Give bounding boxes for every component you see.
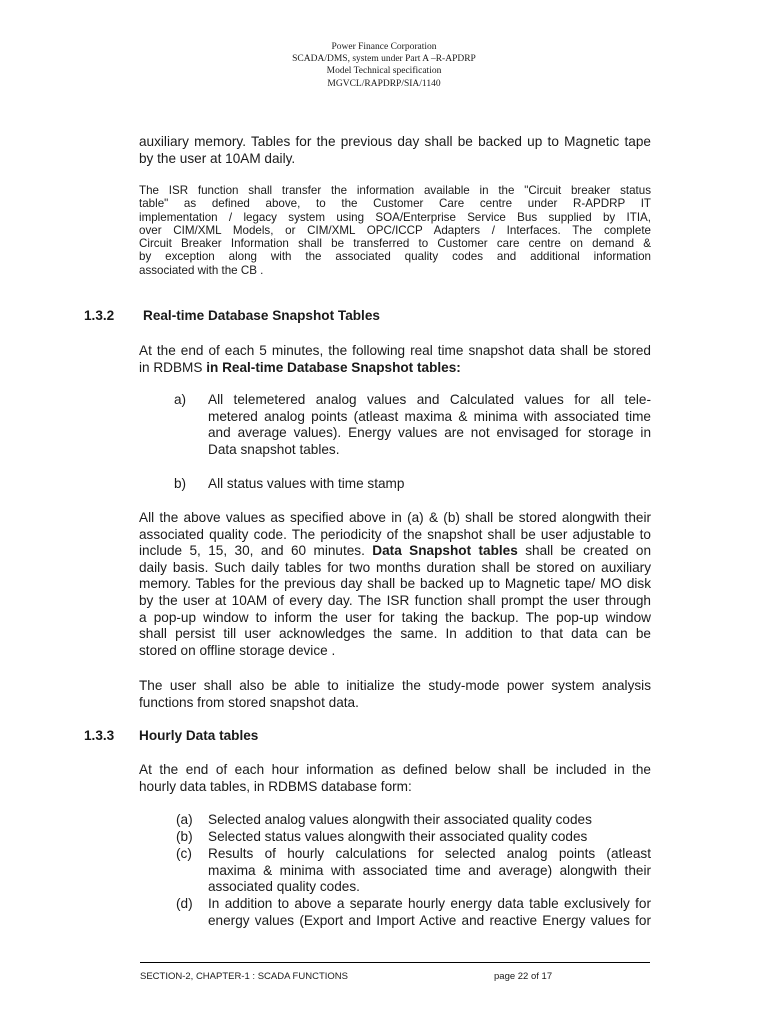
text-line: auxiliary memory. Tables for the previous day shall be backed up to Magnetic tape — [139, 134, 651, 149]
section-title-snapshot-tables: Real-time Database Snapshot Tables — [143, 308, 380, 323]
section-number-1-3-2: 1.3.2 — [84, 308, 115, 323]
text-line: daily basis. Such daily tables for two months duration shall be stored on auxiliary — [139, 559, 651, 575]
text-line: memory. Tables for the previous day shall be backed up to Magnetic tape/ MO disk — [139, 576, 651, 592]
text-line: All the above values as specified above in (a) & (b) shall be stored alongwith their — [139, 510, 651, 525]
text-line: metered analog points (atleast maxima & minima with associated time — [208, 408, 651, 424]
text-line: associated quality codes. — [208, 879, 360, 895]
text-line: Results of hourly calculations for selected analog points (atleast — [208, 846, 651, 861]
text-line: table" as defined above, to the Customer Care centre under R-APDRP IT — [139, 197, 651, 211]
list-label-b: b) — [174, 476, 187, 491]
page-header — [0, 41, 768, 90]
text-line: hourly data tables, in RDBMS database form: — [139, 778, 412, 794]
bold-text-run: in Real-time Database Snapshot tables: — [206, 359, 461, 375]
text-line: a pop-up window to inform the user for taking the backup. The pop-up window — [139, 609, 651, 625]
hourly-item-d — [208, 896, 651, 929]
text-line: maxima & minima with associated time and average) alongwith their — [208, 862, 651, 878]
hourly-item-b: Selected status values alongwith their associated quality codes — [208, 829, 588, 844]
text-run: in RDBMS — [139, 359, 207, 375]
paragraph-snapshot-intro — [139, 343, 651, 376]
text-line: functions from stored snapshot data. — [139, 694, 359, 710]
text-line: and average values). Energy values are not envisaged for storage in — [208, 425, 651, 441]
text-line: The ISR function shall transfer the information available in the "Circuit breaker status — [139, 184, 651, 197]
hourly-label-b: (b) — [176, 829, 193, 844]
paragraph-hourly-intro — [139, 762, 651, 795]
list-label-a: a) — [174, 392, 187, 407]
header-org: Power Finance Corporation — [331, 42, 437, 52]
text-line: stored on offline storage device . — [139, 642, 336, 658]
list-item-a — [208, 392, 651, 458]
text-line: In addition to above a separate hourly energy data table exclusively for — [208, 896, 651, 911]
paragraph-study-mode — [139, 678, 651, 711]
text-line: by the user at 10AM daily. — [139, 150, 296, 166]
text-line: by exception along with the associated quality codes and additional information — [139, 250, 651, 264]
paragraph-auxiliary-memory — [139, 134, 651, 167]
text-line: At the end of each hour information as defined below shall be included in the — [139, 762, 651, 777]
text-line: At the end of each 5 minutes, the following real time snapshot data shall be stored — [139, 343, 651, 358]
hourly-label-a: (a) — [176, 812, 193, 827]
text-line: All telemetered analog values and Calculated values for all tele- — [208, 392, 651, 407]
header-system: SCADA/DMS, system under Part A –R-APDRP — [292, 54, 476, 65]
text-line: shall persist till user acknowledges the same. In addition to that data can be — [139, 626, 651, 642]
text-line: Data snapshot tables. — [208, 441, 340, 457]
text-line: associated quality code. The periodicity of the snapshot shall be user adjustable to — [139, 526, 651, 542]
footer-section-label: SECTION-2, CHAPTER-1 : SCADA FUNCTIONS — [140, 971, 348, 982]
text-line: energy values (Export and Import Active and reactive Energy values for — [208, 912, 651, 928]
footer-divider — [140, 962, 650, 963]
bold-text-run: Data Snapshot tables — [372, 543, 518, 559]
header-spec: Model Technical specification — [326, 66, 442, 77]
list-item-b: All status values with time stamp — [208, 476, 405, 491]
hourly-label-d: (d) — [176, 896, 193, 911]
text-line: over CIM/XML Models, or CIM/XML OPC/ICCP Adapters / Interfaces. The complete — [139, 223, 651, 237]
paragraph-stored-values — [139, 510, 651, 659]
hourly-item-c — [208, 846, 651, 896]
hourly-item-a: Selected analog values alongwith their associated quality codes — [208, 812, 592, 827]
section-number-1-3-3: 1.3.3 — [84, 728, 115, 743]
text-line: implementation / legacy system using SOA/Enterprise Service Bus supplied by ITIA, — [139, 210, 651, 224]
text-line: Circuit Breaker Information shall be transferred to Customer care centre on demand & — [139, 237, 651, 251]
text-line: The user shall also be able to initialize the study-mode power system analysis — [139, 678, 651, 693]
text-run: include 5, 15, 30, and 60 minutes. — [139, 543, 373, 559]
text-line: associated with the CB . — [139, 263, 264, 277]
text-line: by the user at 10AM of every day. The ISR function shall prompt the user through — [139, 592, 651, 608]
section-title-hourly-data: Hourly Data tables — [139, 728, 259, 743]
paragraph-isr-function — [139, 184, 651, 277]
footer-page-number: page 22 of 17 — [494, 971, 553, 982]
hourly-label-c: (c) — [176, 846, 192, 861]
header-ref: MGVCL/RAPDRP/SIA/1140 — [327, 78, 441, 89]
text-run: shall be created on — [517, 543, 652, 559]
